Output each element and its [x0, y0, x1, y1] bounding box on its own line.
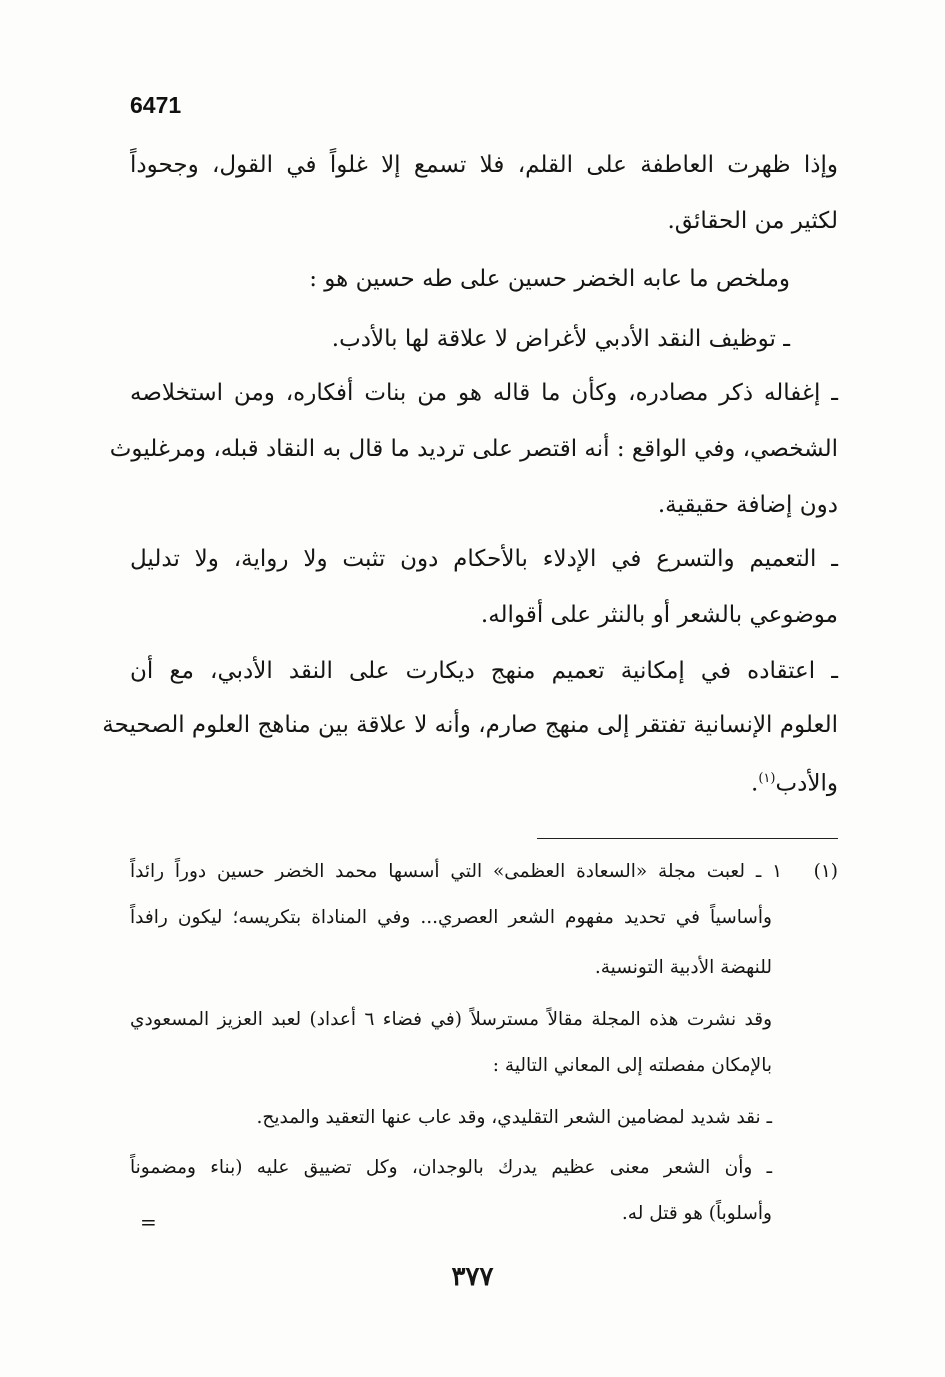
footnote-line: وأسلوباً) هو قتل له. [621, 1203, 772, 1224]
body-line: ـ إغفاله ذكر مصادره، وكأن ما قاله هو من بنات أفكاره، ومن استخلاصه [130, 380, 838, 406]
body-line: دون إضافة حقيقية. [657, 492, 838, 518]
footnote-line: ١ ـ لعبت مجلة «السعادة العظمى» التي أسسها محمد الخضر حسين دوراً رائداً [130, 861, 782, 882]
body-last-text: والأدب [775, 770, 838, 797]
body-line: موضوعي بالشعر أو بالنثر على أقواله. [480, 602, 838, 628]
body-line: ـ التعميم والتسرع في الإدلاء بالأحكام دون تثبت ولا رواية، ولا تدليل [130, 546, 838, 572]
body-line-last [130, 762, 838, 801]
body-line: ـ توظيف النقد الأدبي لأغراض لا علاقة لها بالأدب. [331, 326, 790, 352]
body-line: وإذا ظهرت العاطفة على القلم، فلا تسمع إلا غلواً في القول، وجحوداً [130, 152, 838, 178]
footnote-line: وأساسياً في تحديد مفهوم الشعر العصري... وفي المناداة بتكريسه؛ ليكون رافداً [130, 907, 772, 928]
continuation-mark: = [140, 1210, 157, 1234]
page-number: ٣٧٧ [451, 1262, 494, 1292]
footnote-number: (١) [813, 861, 838, 882]
body-line: العلوم الإنسانية تفتقر إلى منهج صارم، وأنه لا علاقة بين مناهج العلوم الصحيحة [102, 712, 838, 738]
footnote-reference: (١) [758, 771, 776, 786]
body-line: ـ اعتقاده في إمكانية تعميم منهج ديكارت على النقد الأدبي، مع أن [130, 658, 838, 684]
footnote-line: وقد نشرت هذه المجلة مقالاً مسترسلاً (في فضاء ٦ أعداد) لعبد العزيز المسعودي [130, 1009, 772, 1030]
body-line: لكثير من الحقائق. [667, 208, 838, 234]
footnote-line: ـ نقد شديد لمضامين الشعر التقليدي، وقد عاب عنها التعقيد والمديح. [256, 1107, 772, 1128]
footnote-line: للنهضة الأدبية التونسية. [594, 957, 772, 978]
page-id-number: 6471 [130, 92, 182, 118]
body-last-end: . [751, 770, 759, 797]
footnote-line: بالإمكان مفصلته إلى المعاني التالية : [492, 1055, 772, 1076]
body-line: وملخص ما عابه الخضر حسين على طه حسين هو : [309, 266, 790, 292]
footnote-divider [537, 838, 838, 839]
body-line: الشخصي، وفي الواقع : أنه اقتصر على ترديد ما قال به النقاد قبله، ومرغليوث [109, 436, 838, 462]
footnote-line: ـ وأن الشعر معنى عظيم يدرك بالوجدان، وكل تضييق عليه (بناء ومضموناً [130, 1157, 772, 1178]
